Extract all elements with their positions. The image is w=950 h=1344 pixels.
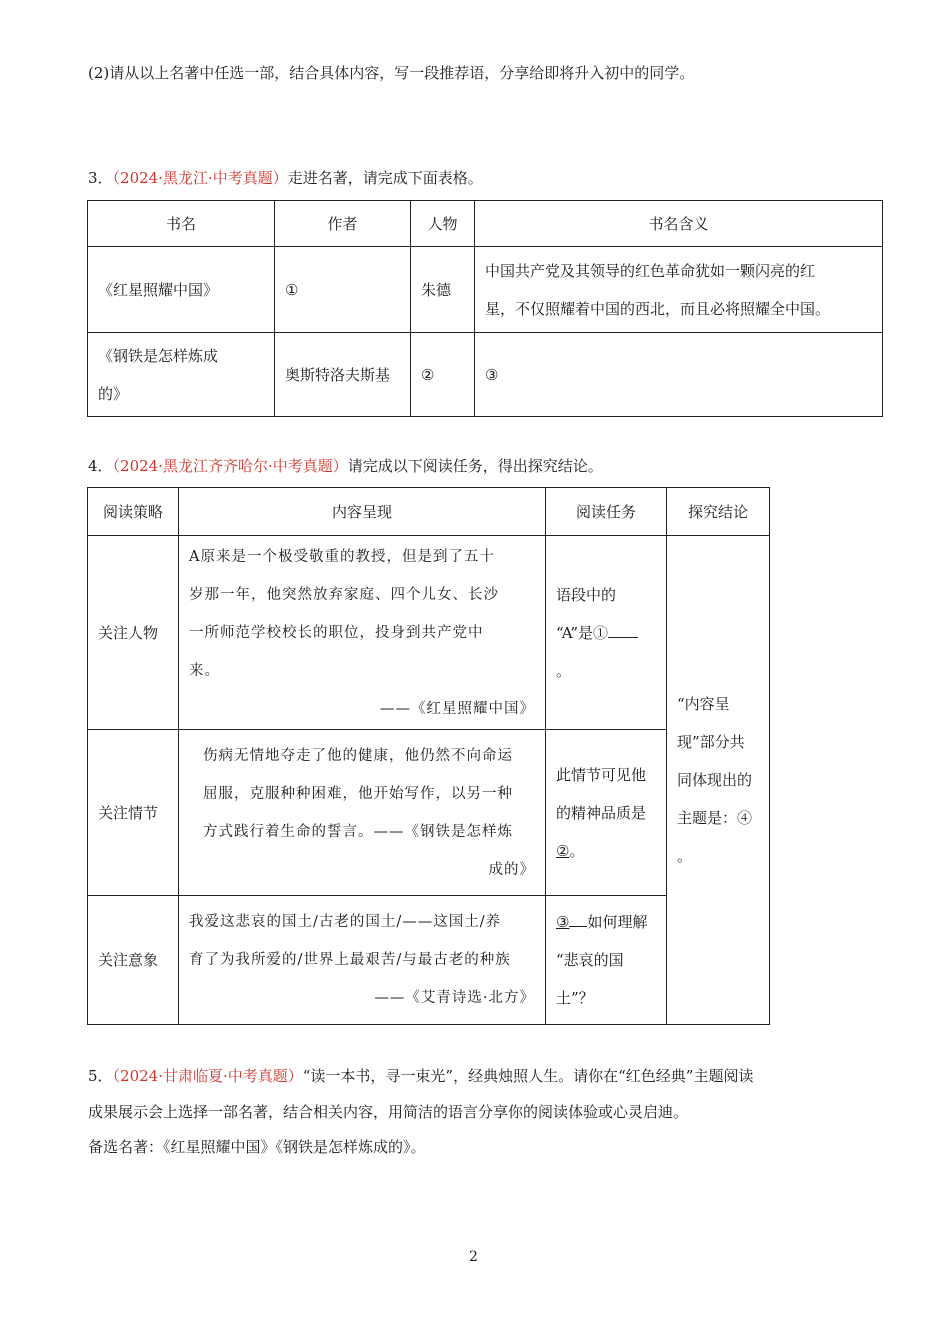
q5-prompt-line2: 成果展示会上选择一部名著，结合相关内容，用简洁的语言分享你的阅读体验或心灵启迪。 (88, 1103, 689, 1121)
q3-source: （2024·黑龙江·中考真题） (112, 169, 288, 187)
q5-prompt-line1: “读一本书，寻一束光”，经典烛照人生。请你在“红色经典”主题阅读 (302, 1067, 754, 1085)
q5-source: （2024·甘肃临夏·中考真题） (112, 1067, 303, 1085)
content-line: 来。 (189, 662, 220, 679)
content-source: 成的》 (488, 861, 535, 878)
content-line: 屈服，克服种种困难，他开始写作，以另一种 (203, 785, 513, 802)
task-line: 。 (556, 661, 572, 680)
q3-row2-person: ② (411, 333, 475, 417)
q3-row1-book: 《红星照耀中国》 (88, 247, 275, 333)
q3-row2-book (88, 333, 275, 417)
content-source: ——《红星照耀中国》 (380, 700, 535, 717)
q3-row2-book-line: 的》 (98, 384, 129, 403)
answer-blank (608, 623, 638, 638)
task-text: 。 (569, 841, 585, 860)
table-row (88, 333, 883, 417)
q4-header-row (88, 488, 770, 536)
q5-heading (88, 1066, 753, 1086)
content-line: 一所师范学校校长的职位，投身到共产党中 (189, 624, 484, 641)
q3-row2-meaning: ③ (475, 333, 883, 417)
table-row (88, 247, 883, 333)
q4-conclusion (667, 536, 770, 1025)
q4-header-conclusion: 探究结论 (667, 488, 770, 536)
task-line: 此情节可见他 (556, 765, 647, 784)
q3-row1-person: 朱德 (411, 247, 475, 333)
task-line (556, 614, 656, 652)
q4-row2-content (179, 730, 546, 896)
content-line: 我爱这悲哀的国土/古老的国土/——这国土/养 (189, 914, 502, 930)
q3-number: 3． (88, 169, 113, 187)
page-number: 2 (469, 1249, 478, 1265)
q4-header-content: 内容呈现 (179, 488, 546, 536)
q3-prompt: 走进名著，请完成下面表格。 (287, 169, 483, 187)
q3-header-person: 人物 (411, 201, 475, 247)
q3-heading (88, 168, 483, 188)
q5-number: 5． (88, 1067, 113, 1085)
q4-header-strategy: 阅读策略 (88, 488, 179, 536)
q3-table (87, 200, 883, 417)
q4-header-task: 阅读任务 (546, 488, 667, 536)
q4-row2-strategy: 关注情节 (88, 730, 179, 896)
content-line: A原来是一个极受敬重的教授，但是到了五十 (189, 548, 495, 565)
conclusion-line: 同体现出的 (677, 771, 753, 789)
q5-options: 备选名著：《红星照耀中国》《钢铁是怎样炼成的》。 (88, 1138, 426, 1156)
task-line: “悲哀的国 (556, 951, 624, 969)
content-line: 育了为我所爱的/世界上最艰苦/与最古老的种族 (189, 952, 511, 968)
answer-marker: ③ (556, 913, 570, 931)
task-line: 的精神品质是 (556, 803, 647, 822)
task-line: 语段中的 (556, 585, 617, 604)
q3-header-meaning: 书名含义 (475, 201, 883, 247)
q4-row3-content (179, 896, 546, 1025)
q4-source: （2024·黑龙江齐齐哈尔·中考真题） (112, 457, 348, 475)
q3-row1-author: ① (275, 247, 411, 333)
q4-row1-content (179, 536, 546, 730)
q4-heading (88, 456, 603, 476)
conclusion-line: 主题是：④ (677, 809, 753, 827)
q3-row1-meaning (475, 247, 883, 333)
q4-table (87, 487, 770, 1025)
q4-row2-task (546, 730, 667, 896)
q4-row3-strategy: 关注意象 (88, 896, 179, 1025)
conclusion-line: “内容呈 (677, 695, 730, 713)
content-line: 伤病无情地夺走了他的健康，他仍然不向命运 (203, 747, 513, 764)
q2-part-prompt: (2)请从以上名著中任选一部，结合具体内容，写一段推荐语，分享给即将升入初中的同学。 (88, 64, 695, 82)
answer-blank (569, 912, 587, 927)
q3-row2-author: 奥斯特洛夫斯基 (275, 333, 411, 417)
q4-row1-strategy: 关注人物 (88, 536, 179, 730)
q3-header-row (88, 201, 883, 247)
task-line (556, 903, 656, 941)
conclusion-line: 。 (677, 847, 693, 865)
answer-marker: ② (556, 841, 570, 860)
q3-header-author: 作者 (275, 201, 411, 247)
q3-header-book: 书名 (88, 201, 275, 247)
content-line: 岁那一年，他突然放弃家庭、四个儿女、长沙 (189, 586, 499, 603)
q4-row1-task (546, 536, 667, 730)
q4-row3-task (546, 896, 667, 1025)
table-row (88, 536, 770, 730)
conclusion-line: 现”部分共 (677, 733, 745, 751)
q4-prompt: 请完成以下阅读任务，得出探究结论。 (347, 457, 603, 475)
content-source: ——《艾青诗选·北方》 (374, 990, 535, 1006)
content-line: 方式践行着生命的誓言。——《钢铁是怎样炼 (203, 823, 513, 840)
q3-row2-book-line: 《钢铁是怎样炼成 (98, 346, 219, 365)
task-line: 土”？ (556, 989, 594, 1007)
task-line (556, 832, 656, 870)
q3-row1-meaning-line: 星，不仅照耀着中国的西北，而且必将照耀全中国。 (485, 299, 831, 318)
q4-number: 4． (88, 457, 113, 475)
task-text: 如何理解 (587, 913, 648, 931)
task-text: “A”是① (556, 623, 609, 642)
q3-row1-meaning-line: 中国共产党及其领导的红色革命犹如一颗闪亮的红 (485, 261, 816, 280)
